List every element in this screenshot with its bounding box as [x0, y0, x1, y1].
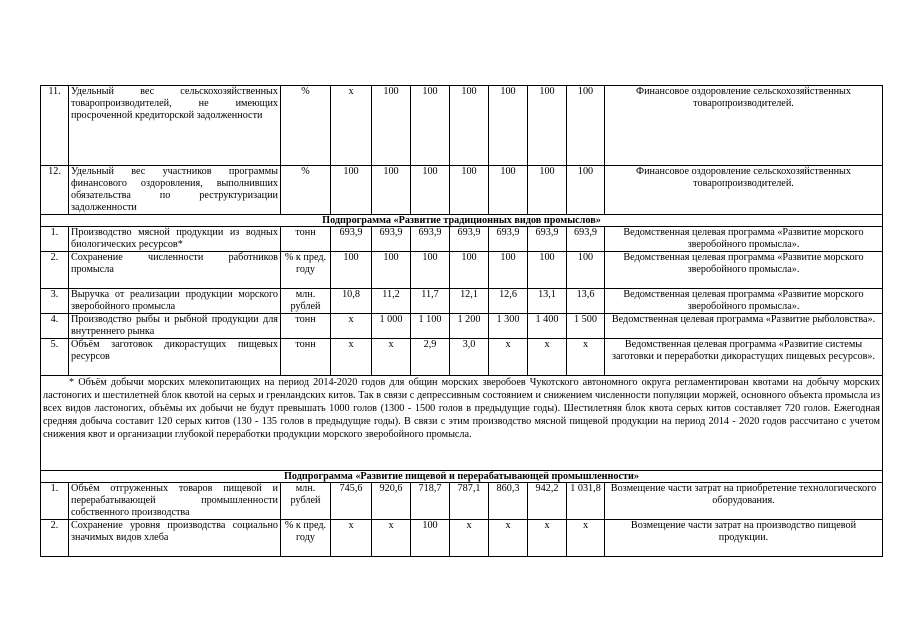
measure-cell: Возмещение части затрат на приобретение технологического оборудования.: [605, 483, 883, 520]
table-row: [41, 339, 883, 376]
value-cell: 100: [489, 86, 528, 166]
footnote-row: [41, 376, 883, 471]
value-cell: 100: [489, 252, 528, 289]
value-cell: 3,0: [450, 339, 489, 376]
value-cell: х: [450, 520, 489, 557]
table-row: [41, 289, 883, 314]
value-cell: 1 400: [528, 314, 567, 339]
footnote-text: * Объём добычи морских млекопитающих на период 2014-2020 годов для общин морских зверобоев Чукотского автономного округа регламентирован квотами на добычу морских ластоногих и шестилетней блок квотой на серых и гренландских китов. Так в связи с депрессивным состоянием и снижением численности популяции моржей, основного объекта промысла из всех видов ластоногих, объёмы их добычи не будут превышать 1000 голов (1300 - 1500 голов в предыдущие годы). Шестилетняя блок квота серых китов составляет 720 голов. Ежегодная средняя добыча составит 120 серых китов (130 - 135 голов в предыдущие годы). В связи с этим производство мясной пищевой продукции на период 2014 - 2020 годов рассчитано с учетом снижения квот и организации глубокой переработки продукции морского зверобойного промысла.: [43, 377, 880, 440]
value-cell: х: [567, 520, 605, 557]
value-cell: х: [331, 314, 372, 339]
value-cell: х: [489, 339, 528, 376]
indicator-name: Объём отгруженных товаров пищевой и перерабатывающей промышленности собственного производства: [69, 483, 281, 520]
value-cell: 1 000: [372, 314, 411, 339]
value-cell: 100: [528, 86, 567, 166]
value-cell: 693,9: [331, 227, 372, 252]
unit-cell: млн. рублей: [281, 289, 331, 314]
value-cell: 12,1: [450, 289, 489, 314]
value-cell: 718,7: [411, 483, 450, 520]
value-cell: х: [528, 520, 567, 557]
measure-cell: Возмещение части затрат на производство пищевой продукции.: [605, 520, 883, 557]
unit-cell: % к пред. году: [281, 252, 331, 289]
value-cell: 13,1: [528, 289, 567, 314]
row-number: 1.: [41, 483, 69, 520]
value-cell: 100: [567, 252, 605, 289]
value-cell: 745,6: [331, 483, 372, 520]
value-cell: х: [372, 520, 411, 557]
table-row: [41, 227, 883, 252]
value-cell: 100: [411, 252, 450, 289]
footnote: [41, 376, 883, 471]
indicator-name: Сохранение уровня производства социально значимых видов хлеба: [69, 520, 281, 557]
table-row: [41, 252, 883, 289]
indicator-name: Удельный вес участников программы финансового оздоровления, выполнивших обязательства по реструктуризации задолженности: [69, 166, 281, 215]
value-cell: 100: [450, 86, 489, 166]
unit-cell: %: [281, 86, 331, 166]
value-cell: 11,2: [372, 289, 411, 314]
value-cell: х: [372, 339, 411, 376]
table-row: [41, 483, 883, 520]
measure-cell: Ведомственная целевая программа «Развитие морского зверобойного промысла».: [605, 227, 883, 252]
unit-cell: млн. рублей: [281, 483, 331, 520]
value-cell: х: [331, 339, 372, 376]
section-header-row: [41, 215, 883, 227]
unit-cell: тонн: [281, 339, 331, 376]
indicator-name: Сохранение численности работников промысла: [69, 252, 281, 289]
value-cell: 100: [411, 520, 450, 557]
value-cell: 100: [331, 252, 372, 289]
indicator-name: Производство рыбы и рыбной продукции для внутреннего рынка: [69, 314, 281, 339]
section-header-row: [41, 471, 883, 483]
row-number: 1.: [41, 227, 69, 252]
value-cell: 100: [528, 166, 567, 215]
measure-cell: Финансовое оздоровление сельскохозяйственных товаропроизводителей.: [605, 86, 883, 166]
value-cell: 100: [489, 166, 528, 215]
value-cell: 100: [528, 252, 567, 289]
measure-cell: Ведомственная целевая программа «Развитие системы заготовки и переработки дикорастущих пищевых ресурсов».: [605, 339, 883, 376]
row-number: 4.: [41, 314, 69, 339]
value-cell: 2,9: [411, 339, 450, 376]
indicator-name: Объём заготовок дикорастущих пищевых ресурсов: [69, 339, 281, 376]
indicator-name: Удельный вес сельскохозяйственных товаропроизводителей, не имеющих просроченной кредиторской задолженности: [69, 86, 281, 166]
value-cell: 100: [372, 252, 411, 289]
indicator-name: Производство мясной продукции из водных биологических ресурсов*: [69, 227, 281, 252]
table-row: [41, 520, 883, 557]
unit-cell: % к пред. году: [281, 520, 331, 557]
row-number: 5.: [41, 339, 69, 376]
unit-cell: тонн: [281, 227, 331, 252]
value-cell: 100: [450, 166, 489, 215]
value-cell: 10,8: [331, 289, 372, 314]
value-cell: 100: [372, 166, 411, 215]
value-cell: 787,1: [450, 483, 489, 520]
value-cell: 13,6: [567, 289, 605, 314]
value-cell: 100: [411, 86, 450, 166]
measure-cell: Финансовое оздоровление сельскохозяйственных товаропроизводителей.: [605, 166, 883, 215]
value-cell: 942,2: [528, 483, 567, 520]
value-cell: 693,9: [372, 227, 411, 252]
section-title: Подпрограмма «Развитие традиционных видов промыслов»: [41, 215, 883, 227]
value-cell: х: [331, 86, 372, 166]
value-cell: 100: [450, 252, 489, 289]
row-number: 12.: [41, 166, 69, 215]
value-cell: 860,3: [489, 483, 528, 520]
value-cell: 100: [411, 166, 450, 215]
value-cell: 693,9: [411, 227, 450, 252]
value-cell: 1 200: [450, 314, 489, 339]
value-cell: 1 500: [567, 314, 605, 339]
value-cell: 1 300: [489, 314, 528, 339]
value-cell: 693,9: [450, 227, 489, 252]
value-cell: 693,9: [567, 227, 605, 252]
unit-cell: %: [281, 166, 331, 215]
value-cell: 693,9: [489, 227, 528, 252]
measure-cell: Ведомственная целевая программа «Развитие морского зверобойного промысла».: [605, 252, 883, 289]
value-cell: х: [331, 520, 372, 557]
value-cell: х: [528, 339, 567, 376]
value-cell: 11,7: [411, 289, 450, 314]
section-title: Подпрограмма «Развитие пищевой и перерабатывающей промышленности»: [41, 471, 883, 483]
value-cell: 100: [567, 166, 605, 215]
value-cell: 1 100: [411, 314, 450, 339]
table-row: [41, 314, 883, 339]
table-row: [41, 86, 883, 166]
value-cell: 920,6: [372, 483, 411, 520]
value-cell: 100: [567, 86, 605, 166]
value-cell: 100: [331, 166, 372, 215]
value-cell: 100: [372, 86, 411, 166]
row-number: 11.: [41, 86, 69, 166]
indicator-name: Выручка от реализации продукции морского зверобойного промысла: [69, 289, 281, 314]
value-cell: 693,9: [528, 227, 567, 252]
table-row: [41, 166, 883, 215]
unit-cell: тонн: [281, 314, 331, 339]
value-cell: х: [489, 520, 528, 557]
measure-cell: Ведомственная целевая программа «Развитие рыболовства».: [605, 314, 883, 339]
measure-cell: Ведомственная целевая программа «Развитие морского зверобойного промысла».: [605, 289, 883, 314]
value-cell: 1 031,8: [567, 483, 605, 520]
value-cell: х: [567, 339, 605, 376]
row-number: 2.: [41, 520, 69, 557]
indicators-table: [40, 85, 883, 557]
row-number: 3.: [41, 289, 69, 314]
value-cell: 12,6: [489, 289, 528, 314]
row-number: 2.: [41, 252, 69, 289]
